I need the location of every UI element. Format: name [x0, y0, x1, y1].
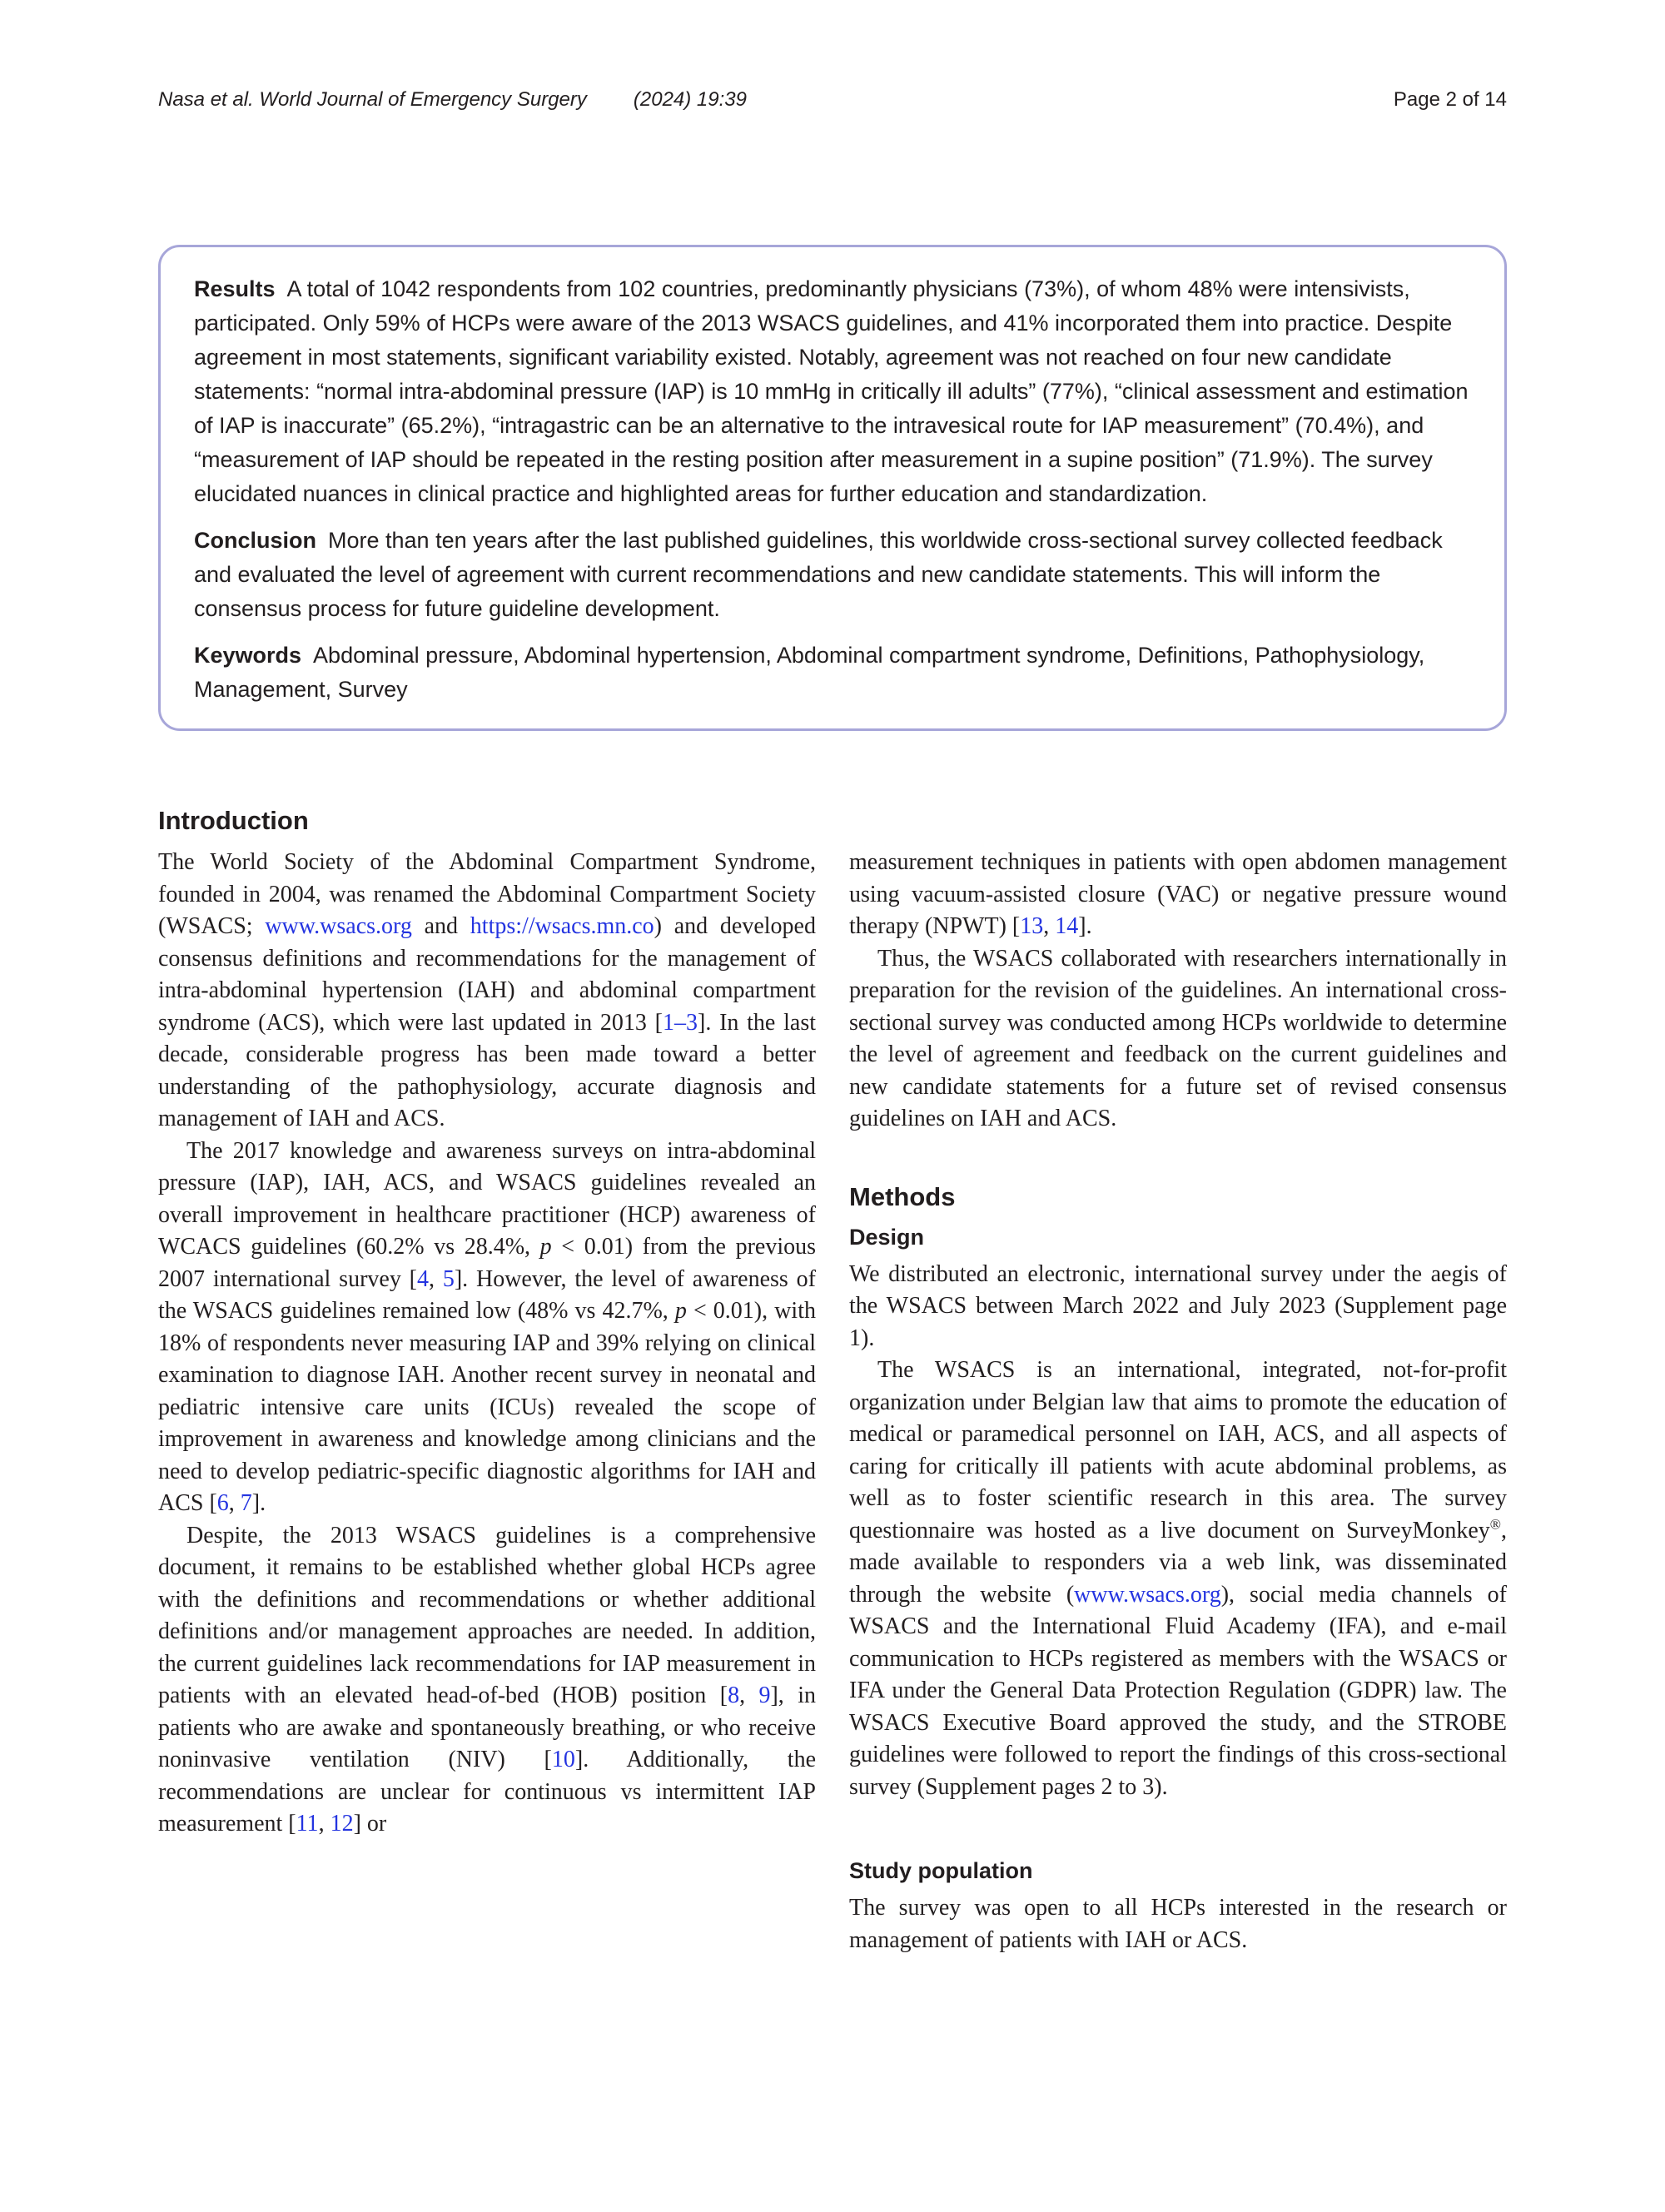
abstract-results-label: Results [194, 276, 276, 301]
text-segment: , made available to responders via a web link, was disseminated through the website ( [849, 1517, 1507, 1608]
abstract-conclusion-text: More than ten years after the last published guidelines, this worldwide cross-sectional survey collected feedback and evaluated the level of agreement with current recommendations and new candidate statements. This will inform the consensus process for future guideline development. [194, 528, 1443, 621]
page-header [158, 88, 1507, 112]
body-paragraph [849, 1892, 1507, 1956]
inline-link[interactable]: https://wsacs.mn.co [470, 913, 654, 939]
inline-link[interactable]: 10 [551, 1747, 575, 1772]
abstract-keywords-text: Abdominal pressure, Abdominal hypertension, Abdominal compartment syndrome, Definitions, Pathophysiology, Management, Survey [194, 643, 1425, 702]
text-segment: The WSACS is an international, integrated, not-for-profit organization under Belgian law that aims to promote the education of medical or paramedical personnel on IAH, ACS, and all aspects of caring for critically ill patients with acute abdominal problems, as well as to foster scientific research in this area. The survey questionnaire was hosted as a live document on SurveyMonkey [849, 1357, 1507, 1543]
text-segment: , [1043, 913, 1056, 939]
section-heading: Introduction [158, 806, 309, 835]
column-left [158, 804, 816, 1956]
text-segment: < 0.01), with 18% of respondents never measuring IAP and 39% relying on clinical examination to diagnose IAH. Another recent survey in neonatal and pediatric intensive care units (ICUs) revealed the scope of improvement in awareness and knowledge among clinicians and the need to develop pediatric-specific diagnostic algorithms for IAH and ACS [ [158, 1298, 816, 1516]
inline-link[interactable]: www.wsacs.org [265, 913, 412, 939]
text-segment: ]. [1078, 913, 1092, 939]
abstract-results-paragraph [194, 272, 1471, 511]
text-segment: ], in patients who are awake and spontaneously breathing, or who receive noninvasive ventilation (NIV) [ [158, 1683, 817, 1772]
abstract-results-text: A total of 1042 respondents from 102 countries, predominantly physicians (73%), of whom 48% were intensivists, participated. Only 59% of HCPs were aware of the 2013 WSACS guidelines, and 41% incorporated them into practice. Despite agreement in most statements, significant variability existed. Notably, agreement was not reached on four new candidate statements: “normal intra-abdominal pressure (IAP) is 10 mmHg in critically ill adults” (77%), “clinical assessment and estimation of IAP is inaccurate” (65.2%), “intragastric can be an alternative to the intravesical route for IAP measurement” (70.4%), and “measurement of IAP should be repeated in the resting position after measurement in a supine position” (71.9%). The survey elucidated nuances in clinical practice and highlighted areas for further education and standardization. [194, 276, 1469, 506]
text-segment: < 0.01) from the previous 2007 international survey [ [158, 1234, 816, 1292]
abstract-conclusion-paragraph [194, 524, 1471, 626]
text-segment: and [411, 913, 470, 939]
inline-link[interactable]: 7 [240, 1490, 252, 1516]
inline-link[interactable]: 5 [442, 1265, 455, 1292]
body-paragraph [158, 1136, 816, 1520]
section-heading: Methods [849, 1181, 956, 1211]
subsection-heading: Design [849, 1224, 925, 1250]
inline-link[interactable]: 8 [728, 1683, 740, 1708]
text-segment: ® [1489, 1516, 1501, 1533]
inline-link[interactable]: 9 [758, 1683, 771, 1708]
text-segment: , [228, 1490, 241, 1516]
text-segment: ]. Additionally, the recommendations are unclear for continuous vs intermittent IAP measurement [ [158, 1747, 816, 1837]
body-paragraph [158, 847, 816, 1136]
text-segment: Despite, the 2013 WSACS guidelines is a comprehensive document, it remains to be established whether global HCPs agree with the definitions and recommendations or whether additional definitions and/or management approaches are needed. In addition, the current guidelines lack recommendations for IAP measurement in patients with an elevated head-of-bed (HOB) position [ [158, 1522, 816, 1708]
body-paragraph [849, 1259, 1507, 1355]
text-segment: The survey was open to all HCPs interested in the research or management of patients with IAH or ACS. [849, 1895, 1507, 1953]
text-segment: p [674, 1298, 687, 1324]
abstract-keywords-paragraph [194, 639, 1471, 707]
body-paragraph [849, 847, 1507, 943]
text-segment: ] or [353, 1811, 387, 1837]
inline-link[interactable]: 12 [330, 1811, 354, 1837]
body-paragraph [849, 1355, 1507, 1803]
text-segment: p [539, 1234, 552, 1260]
abstract-box [158, 245, 1507, 731]
text-segment: measurement techniques in patients with open abdomen management using vacuum-assisted closure (VAC) or negative pressure wound therapy (NPWT) [ [849, 849, 1507, 939]
text-segment: , [428, 1265, 443, 1292]
subsection-heading: Study population [849, 1858, 1033, 1883]
running-head [158, 88, 747, 112]
text-segment: , [739, 1683, 759, 1708]
running-head-citation: (2024) 19:39 [633, 88, 747, 111]
running-head-title: Nasa et al. World Journal of Emergency Surgery [158, 88, 587, 111]
text-segment: , [318, 1811, 331, 1837]
text-segment: ]. However, the level of awareness of the WSACS guidelines remained low (48% vs 42.7%, [158, 1265, 816, 1324]
text-segment: ), social media channels of WSACS and the International Fluid Academy (IFA), and e-mail communication to HCPs registered as members with the WSACS or IFA under the General Data Protection Regulation (GDPR) law. The WSACS Executive Board approved the study, and the STROBE guidelines were followed to report the findings of this cross-sectional survey (Supplement pages 2 to 3). [849, 1581, 1507, 1800]
inline-link[interactable]: 6 [216, 1490, 229, 1516]
inline-link[interactable]: 4 [416, 1265, 429, 1292]
text-segment: The 2017 knowledge and awareness surveys on intra-abdominal pressure (IAP), IAH, ACS, and WSACS guidelines revealed an overall improvement in healthcare practitioner (HCP) awareness of WCACS guidelines (60.2% vs 28.4%, [158, 1137, 816, 1260]
column-right [849, 804, 1507, 1956]
abstract-conclusion-label: Conclusion [194, 528, 316, 553]
text-segment: We distributed an electronic, international survey under the aegis of the WSACS between March 2022 and July 2023 (Supplement page 1). [849, 1260, 1507, 1351]
inline-link[interactable]: 13 [1020, 913, 1044, 939]
body-paragraph [849, 943, 1507, 1136]
inline-link[interactable]: www.wsacs.org [1074, 1581, 1221, 1608]
text-segment: The World Society of the Abdominal Compartment Syndrome, founded in 2004, was renamed the Abdominal Compartment Society (WSACS; [158, 849, 816, 939]
body-paragraph [158, 1520, 816, 1841]
inline-link[interactable]: 11 [296, 1811, 319, 1837]
text-segment: ]. [251, 1490, 266, 1516]
text-segment: ) and developed consensus definitions and recommendations for the management of intra-abdominal hypertension (IAH) and abdominal compartment syndrome (ACS), which were last updated in 2013 [ [158, 913, 816, 1036]
page-number: Page 2 of 14 [1393, 88, 1507, 111]
text-segment: ]. In the last decade, considerable progress has been made toward a better understanding of the pathophysiology, accurate diagnosis and management of IAH and ACS. [158, 1009, 816, 1131]
abstract-keywords-label: Keywords [194, 643, 302, 668]
inline-link[interactable]: 1–3 [663, 1009, 698, 1036]
text-segment: Thus, the WSACS collaborated with researchers internationally in preparation for the revision of the guidelines. An international cross-sectional survey was conducted among HCPs worldwide to determine the level of agreement and feedback on the current guidelines and new candidate statements for a future set of revised consensus guidelines on IAH and ACS. [849, 945, 1507, 1131]
body-columns [158, 804, 1507, 1956]
inline-link[interactable]: 14 [1055, 913, 1079, 939]
